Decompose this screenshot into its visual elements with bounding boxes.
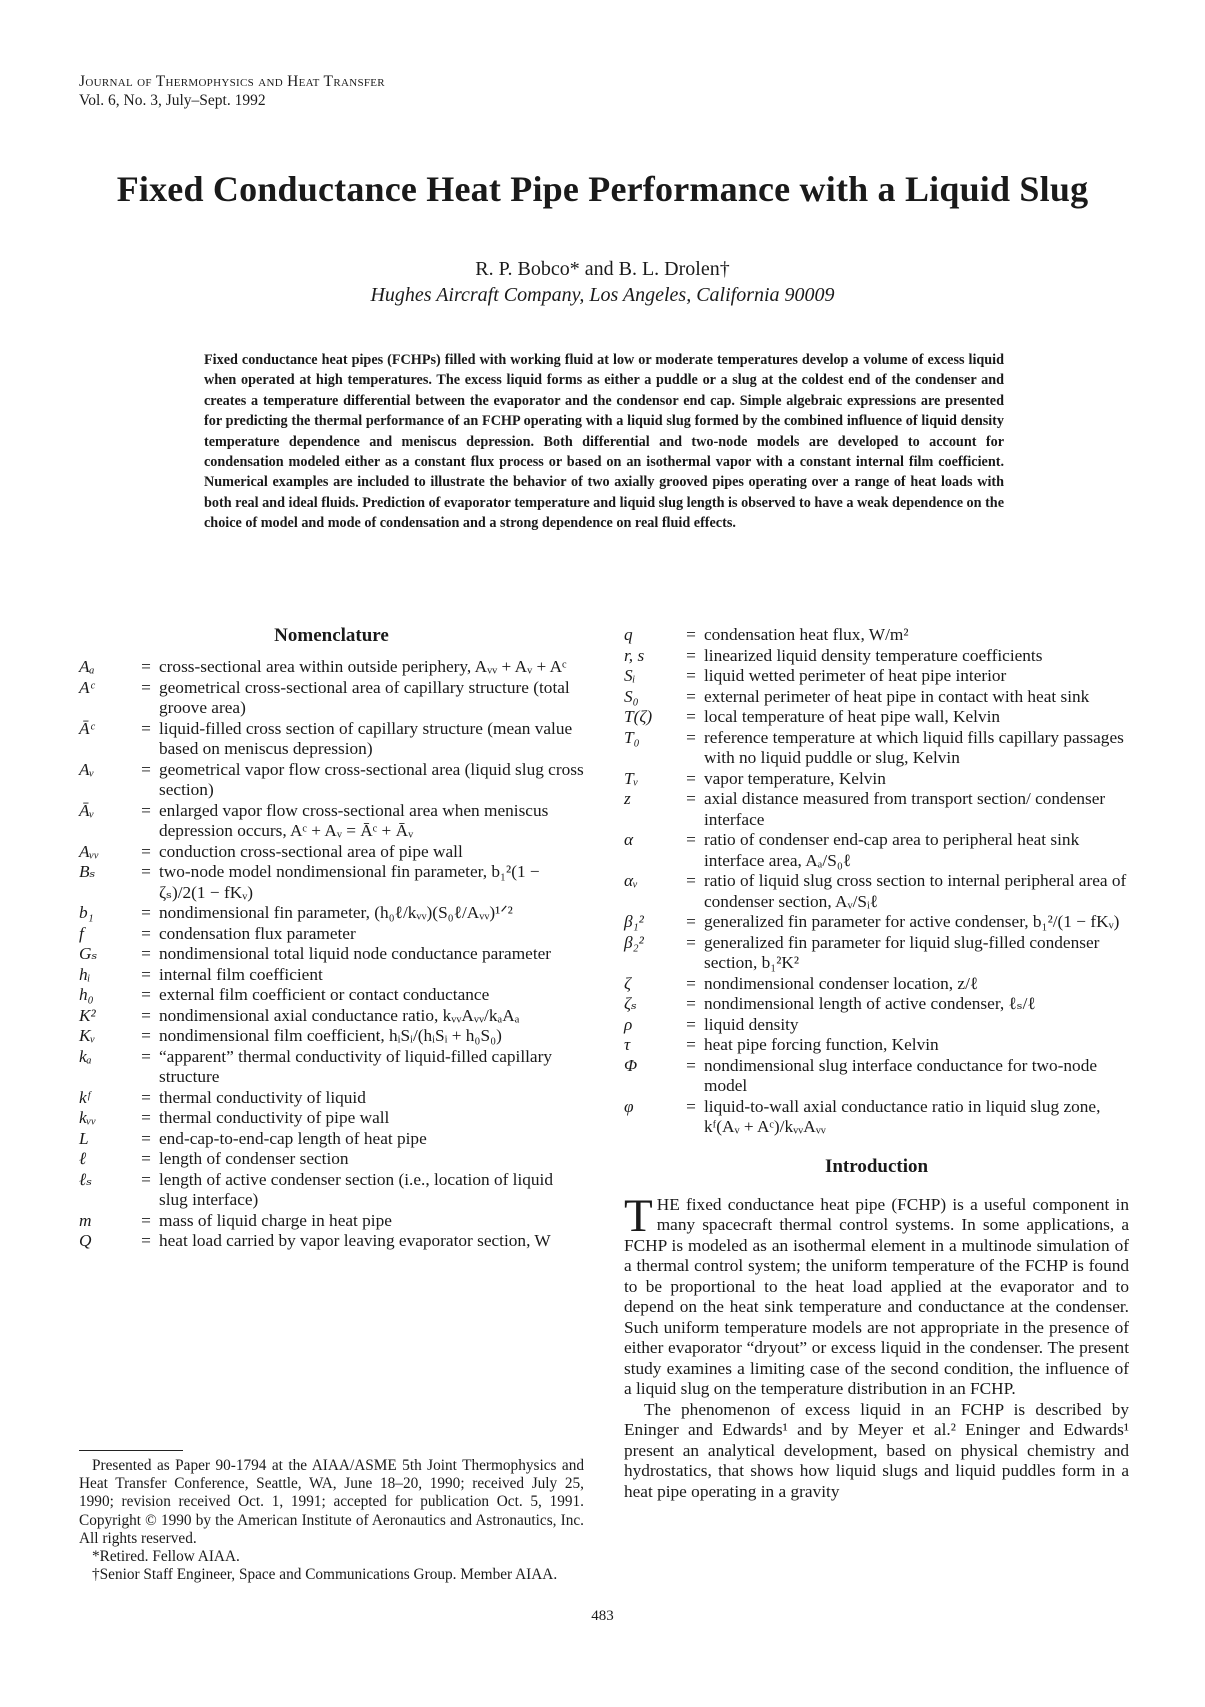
nomenclature-symbol: Bₛ [79, 862, 96, 881]
nomenclature-entry [624, 1056, 1129, 1097]
equals-sign: = [141, 1005, 151, 1025]
introduction-body [624, 1189, 1129, 1503]
equals-sign: = [141, 1046, 151, 1066]
equals-sign: = [686, 912, 696, 931]
nomenclature-symbol: z [624, 789, 631, 808]
nomenclature-entry [79, 657, 584, 678]
nomenclature-symbol: S₀ [624, 686, 639, 706]
equals-sign: = [686, 932, 696, 952]
nomenclature-symbol: Tᵥ [624, 768, 639, 788]
nomenclature-entry [624, 933, 1129, 974]
nomenclature-entry [79, 903, 584, 924]
nomenclature-entry [79, 760, 584, 801]
nomenclature-definition: nondimensional fin parameter, (h₀ℓ/kᵥᵥ)(S₀ℓ/Aᵥᵥ)¹ᐟ² [159, 903, 513, 922]
equals-sign: = [686, 1096, 696, 1116]
right-column [624, 625, 1129, 1502]
nomenclature-symbol: αᵥ [624, 871, 638, 890]
nomenclature-definition: ratio of condenser end-cap area to peripheral heat sink interface area, Aₐ/S₀ℓ [704, 830, 1080, 870]
nomenclature-entry [624, 974, 1129, 995]
abstract: Fixed conductance heat pipes (FCHPs) filled with working fluid at low or moderate temperatures develop a volume of excess liquid when operated at high temperatures. The excess liquid forms as either a puddle or a slug at the coldest end of the condenser and creates a temperature differential between the evaporator and the condensor end cap. Simple algebraic expressions are presented for predicting the thermal performance of an FCHP operating with a liquid slug formed by the combined influence of liquid density temperature dependence and meniscus depression. Both differential and two-node models are developed to account for condensation modeled either as a constant flux process or based on an isothermal vapor with a constant internal film coefficient. Numerical examples are included to illustrate the behavior of two axially grooved pipes operating over a range of heat loads with both real and ideal fluids. Prediction of evaporator temperature and liquid slug length is observed to have a weak dependence on the choice of model and mode of condensation and a strong dependence on real fluid effects. [204, 352, 1004, 532]
nomenclature-definition: liquid-filled cross section of capillary structure (mean value based on meniscus depression) [159, 718, 573, 758]
nomenclature-definition: generalized fin parameter for liquid slug-filled condenser section, b₁²K² [704, 932, 1100, 972]
paper-title: Fixed Conductance Heat Pipe Performance with a Liquid Slug [116, 169, 1089, 209]
equals-sign: = [141, 1169, 151, 1189]
nomenclature-entry [624, 707, 1129, 728]
nomenclature-entry [624, 1035, 1129, 1056]
paper-affiliation: Hughes Aircraft Company, Los Angeles, California 90009 [370, 284, 835, 306]
equals-sign: = [686, 666, 696, 685]
nomenclature-definition: nondimensional axial conductance ratio, kᵥᵥAᵥᵥ/kₐAₐ [159, 1005, 520, 1025]
nomenclature-symbol: Aᶜ [79, 677, 95, 697]
equals-sign: = [141, 985, 151, 1004]
equals-sign: = [141, 1026, 151, 1045]
nomenclature-definition: axial distance measured from transport section/ condenser interface [704, 789, 1106, 829]
equals-sign: = [141, 1210, 151, 1230]
equals-sign: = [686, 768, 696, 788]
nomenclature-definition: nondimensional film coefficient, hᵢSᵢ/(hᵢSᵢ + h₀S₀) [159, 1026, 502, 1045]
nomenclature-symbol: β₂² [624, 932, 644, 952]
equals-sign: = [686, 686, 696, 706]
nomenclature-definition: vapor temperature, Kelvin [704, 768, 886, 788]
nomenclature-entry [624, 666, 1129, 687]
intro-paragraph-1-text: HE fixed conductance heat pipe (FCHP) is a useful component in many spacecraft thermal control systems. In some applications, a FCHP is modeled as an isothermal element in a multinode simulation of a thermal control system; the uniform temperature of the FCHP is found to be proportional to the heat load applied at the evaporator and to depend on the heat sink temperature and conductance at the condenser. Such uniform temperature models are not appropriate in the presence of either evaporator “dryout” or excess liquid in the condenser. The present study examines a limiting case of the second condition, the influence of a liquid slug on the temperature distribution in an FCHP. [624, 1194, 1129, 1398]
nomenclature-definition: reference temperature at which liquid fills capillary passages with no liquid puddle or slug, Kelvin [704, 727, 1124, 767]
equals-sign: = [686, 1055, 696, 1075]
nomenclature-symbol: Gₛ [79, 944, 98, 963]
equals-sign: = [141, 800, 151, 820]
nomenclature-entry [624, 625, 1129, 646]
equals-sign: = [686, 625, 696, 644]
footnotes [79, 1457, 584, 1584]
nomenclature-symbol: ρ [624, 1014, 633, 1034]
journal-header [79, 72, 385, 110]
nomenclature-symbol: r, s [624, 645, 645, 665]
nomenclature-list-right [624, 625, 1129, 1138]
nomenclature-entry [624, 994, 1129, 1015]
equals-sign: = [141, 677, 151, 697]
nomenclature-definition: cross-sectional area within outside periphery, Aᵥᵥ + Aᵥ + Aᶜ [159, 657, 567, 676]
equals-sign: = [686, 1014, 696, 1034]
nomenclature-entry [79, 924, 584, 945]
nomenclature-symbol: ζₛ [624, 994, 637, 1013]
nomenclature-symbol: τ [624, 1035, 631, 1054]
nomenclature-entry [79, 1108, 584, 1129]
nomenclature-definition: length of condenser section [159, 1149, 349, 1168]
nomenclature-symbol: Sᵢ [624, 666, 636, 685]
equals-sign: = [141, 657, 151, 676]
equals-sign: = [686, 973, 696, 993]
equals-sign: = [141, 1128, 151, 1148]
equals-sign: = [686, 707, 696, 726]
nomenclature-definition: external film coefficient or contact conductance [159, 985, 490, 1004]
nomenclature-entry [79, 944, 584, 965]
nomenclature-list-left [79, 657, 584, 1252]
nomenclature-symbol: hᵢ [79, 964, 91, 984]
intro-paragraph-2: The phenomenon of excess liquid in an FCHP is described by Eninger and Edwards¹ and by Meyer et al.² Eninger and Edwards¹ present an analytical development, based on physical chemistry and hydrostatics, that shows how liquid slugs and liquid puddles form in a heat pipe operating in a gravity [624, 1399, 1129, 1501]
nomenclature-entry [624, 728, 1129, 769]
nomenclature-symbol: T₀ [624, 727, 640, 747]
footnote-author-2: †Senior Staff Engineer, Space and Communications Group. Member AIAA. [92, 1566, 558, 1584]
nomenclature-definition: conduction cross-sectional area of pipe wall [159, 841, 463, 861]
nomenclature-entry [624, 646, 1129, 667]
nomenclature-symbol: K² [79, 1005, 96, 1025]
equals-sign: = [141, 1108, 151, 1127]
equals-sign: = [686, 789, 696, 808]
equals-sign: = [141, 718, 151, 738]
nomenclature-entry [624, 769, 1129, 790]
nomenclature-entry [624, 687, 1129, 708]
equals-sign: = [686, 830, 696, 849]
nomenclature-entry [79, 985, 584, 1006]
nomenclature-entry [79, 1129, 584, 1150]
equals-sign: = [141, 759, 151, 779]
nomenclature-entry [624, 1015, 1129, 1036]
nomenclature-definition: liquid-to-wall axial conductance ratio in liquid slug zone, kᶠ(Aᵥ + Aᶜ)/kᵥᵥAᵥᵥ [704, 1096, 1101, 1136]
nomenclature-definition: condensation heat flux, W/m² [704, 625, 909, 644]
nomenclature-symbol: φ [624, 1096, 634, 1116]
nomenclature-definition: heat load carried by vapor leaving evaporator section, W [159, 1231, 551, 1250]
equals-sign: = [141, 944, 151, 963]
nomenclature-entry [624, 912, 1129, 933]
nomenclature-symbol: Aᵥᵥ [79, 841, 100, 861]
nomenclature-symbol: ζ [624, 973, 631, 993]
nomenclature-entry [624, 871, 1129, 912]
nomenclature-entry [79, 1088, 584, 1109]
nomenclature-definition: nondimensional length of active condenser, ℓₛ/ℓ [704, 994, 1036, 1013]
nomenclature-entry [624, 789, 1129, 830]
footnote-author-1: *Retired. Fellow AIAA. [92, 1548, 240, 1566]
nomenclature-symbol: Āᵥ [79, 800, 95, 820]
nomenclature-definition: condensation flux parameter [159, 923, 356, 943]
nomenclature-entry [79, 719, 584, 760]
nomenclature-symbol: kᵥᵥ [79, 1108, 97, 1127]
nomenclature-symbol: α [624, 830, 634, 849]
equals-sign: = [141, 862, 151, 881]
nomenclature-symbol: Āᶜ [79, 718, 95, 738]
nomenclature-symbol: q [624, 625, 633, 644]
nomenclature-definition: external perimeter of heat pipe in contact with heat sink [704, 686, 1090, 706]
nomenclature-definition: thermal conductivity of pipe wall [159, 1108, 390, 1127]
nomenclature-symbol: m [79, 1210, 92, 1230]
introduction-heading: Introduction [824, 1155, 929, 1177]
nomenclature-entry [79, 1047, 584, 1088]
equals-sign: = [686, 994, 696, 1013]
drop-cap: T [624, 1189, 653, 1242]
nomenclature-definition: length of active condenser section (i.e., location of liquid slug interface) [159, 1169, 553, 1209]
nomenclature-definition: two-node model nondimensional fin parameter, b₁²(1 − ζₛ)/2(1 − fKᵥ) [159, 862, 540, 902]
nomenclature-symbol: Aₐ [79, 657, 95, 676]
nomenclature-symbol: β₁² [624, 912, 644, 931]
left-column [79, 625, 584, 1252]
nomenclature-definition: geometrical cross-sectional area of capillary structure (total groove area) [159, 677, 570, 717]
nomenclature-entry [79, 1231, 584, 1252]
nomenclature-definition: liquid wetted perimeter of heat pipe interior [704, 666, 1007, 685]
paper-authors: R. P. Bobco* and B. L. Drolen† [475, 258, 730, 280]
intro-paragraph-1 [624, 1189, 1129, 1400]
equals-sign: = [141, 1087, 151, 1107]
equals-sign: = [686, 871, 696, 890]
nomenclature-definition: ratio of liquid slug cross section to internal peripheral area of condenser section, Aᵥ/Sᵢℓ [704, 871, 1127, 911]
nomenclature-heading: Nomenclature [274, 625, 389, 646]
nomenclature-symbol: Aᵥ [79, 759, 95, 779]
nomenclature-symbol: L [79, 1128, 89, 1148]
equals-sign: = [141, 923, 151, 943]
nomenclature-definition: generalized fin parameter for active condenser, b₁²/(1 − fKᵥ) [704, 912, 1120, 931]
nomenclature-definition: nondimensional slug interface conductance for two-node model [704, 1055, 1098, 1095]
journal-name: Journal of Thermophysics and Heat Transfer [79, 73, 385, 90]
nomenclature-symbol: T(ζ) [624, 707, 653, 726]
nomenclature-definition: “apparent” thermal conductivity of liquid-filled capillary structure [159, 1046, 552, 1086]
nomenclature-symbol: kᶠ [79, 1087, 90, 1107]
nomenclature-symbol: f [79, 923, 84, 943]
nomenclature-definition: mass of liquid charge in heat pipe [159, 1210, 392, 1230]
nomenclature-entry [79, 1211, 584, 1232]
nomenclature-definition: geometrical vapor flow cross-sectional area (liquid slug cross section) [159, 759, 584, 799]
nomenclature-definition: heat pipe forcing function, Kelvin [704, 1035, 939, 1054]
nomenclature-symbol: Q [79, 1231, 92, 1250]
nomenclature-definition: local temperature of heat pipe wall, Kelvin [704, 707, 1001, 726]
nomenclature-entry [79, 1006, 584, 1027]
footnote-presented: Presented as Paper 90-1794 at the AIAA/ASME 5th Joint Thermophysics and Heat Transfer Conference, Seattle, WA, June 18–20, 1990; received July 25, 1990; revision received Oct. 1, 1991; accepted for publication Oct. 5, 1991. Copyright © 1990 by the American Institute of Aeronautics and Astronautics, Inc. All rights reserved. [79, 1457, 584, 1547]
page-number: 483 [591, 1608, 614, 1624]
nomenclature-symbol: kₐ [79, 1046, 92, 1066]
equals-sign: = [686, 727, 696, 747]
equals-sign: = [686, 1035, 696, 1054]
nomenclature-entry [79, 862, 584, 903]
nomenclature-symbol: Kᵥ [79, 1026, 96, 1045]
nomenclature-entry [79, 1149, 584, 1170]
nomenclature-entry [79, 842, 584, 863]
nomenclature-entry [624, 830, 1129, 871]
nomenclature-entry [624, 1097, 1129, 1138]
nomenclature-symbol: b₁ [79, 903, 94, 922]
equals-sign: = [141, 841, 151, 861]
nomenclature-definition: enlarged vapor flow cross-sectional area when meniscus depression occurs, Aᶜ + Aᵥ = Āᶜ + Āᵥ [159, 800, 549, 840]
nomenclature-symbol: Φ [624, 1055, 638, 1075]
nomenclature-symbol: ℓ [79, 1149, 87, 1168]
equals-sign: = [141, 1149, 151, 1168]
nomenclature-definition: nondimensional condenser location, z/ℓ [704, 973, 979, 993]
journal-volume: Vol. 6, No. 3, July–Sept. 1992 [79, 92, 266, 109]
equals-sign: = [141, 964, 151, 984]
nomenclature-entry [79, 965, 584, 986]
nomenclature-definition: liquid density [704, 1014, 799, 1034]
nomenclature-entry [79, 1170, 584, 1211]
nomenclature-definition: internal film coefficient [159, 964, 323, 984]
equals-sign: = [141, 903, 151, 922]
equals-sign: = [686, 645, 696, 665]
equals-sign: = [141, 1231, 151, 1250]
nomenclature-definition: thermal conductivity of liquid [159, 1087, 366, 1107]
footnote-rule [79, 1450, 183, 1451]
nomenclature-symbol: ℓₛ [79, 1169, 93, 1189]
nomenclature-symbol: h₀ [79, 985, 94, 1004]
nomenclature-entry [79, 801, 584, 842]
nomenclature-definition: end-cap-to-end-cap length of heat pipe [159, 1128, 427, 1148]
nomenclature-definition: nondimensional total liquid node conductance parameter [159, 944, 552, 963]
nomenclature-entry [79, 678, 584, 719]
nomenclature-definition: linearized liquid density temperature coefficients [704, 645, 1043, 665]
nomenclature-entry [79, 1026, 584, 1047]
